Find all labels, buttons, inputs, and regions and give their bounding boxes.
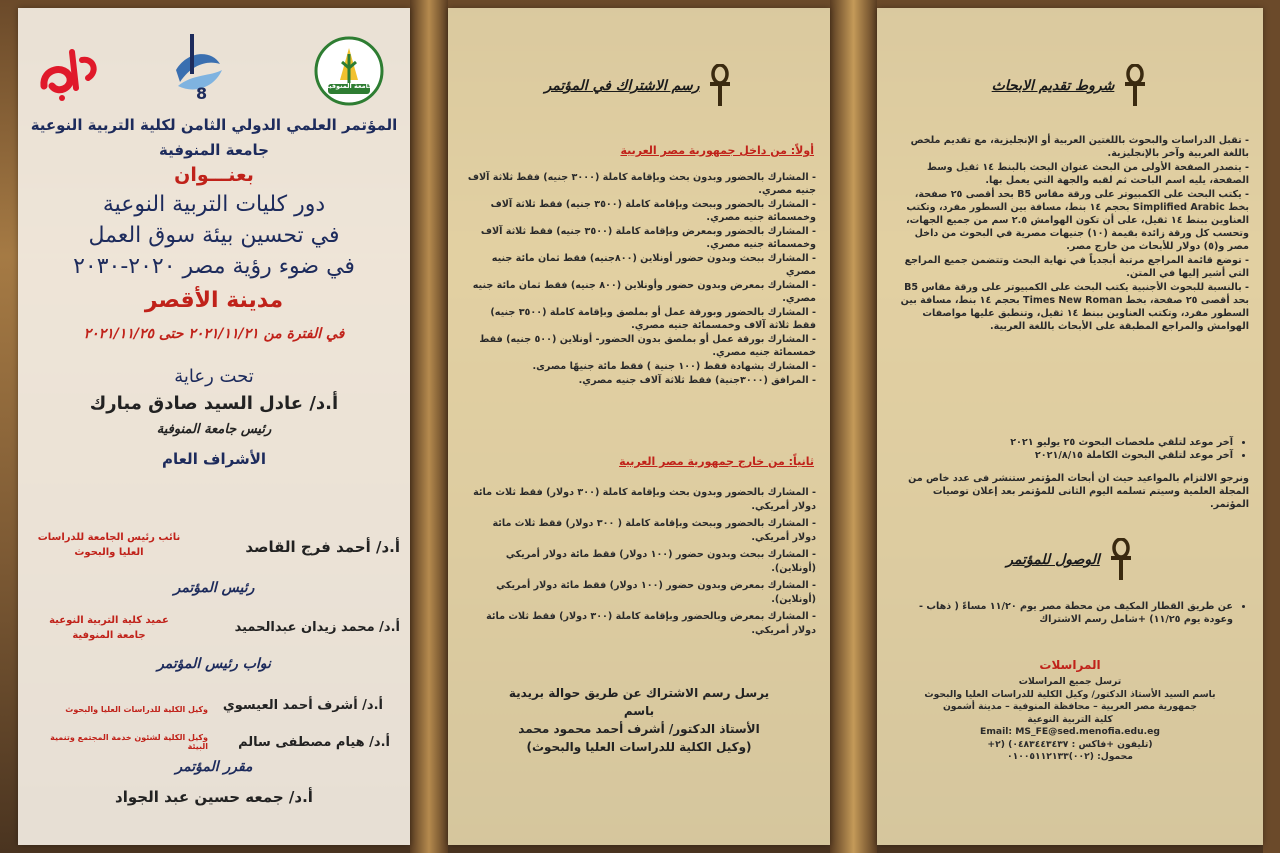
transfer-line: (وكيل الكلية للدراسات العليا والبحوث): [526, 740, 752, 754]
condition-item: - يكتب البحث على الكمبيوتر على ورقة مقاس B5 بحد أقصى ٢٥ صفحة، بخط Simplified Arabic بحجم ١٤ بنط، مسافة بين السطور مفرد، وتكتب العناوين ببنط ١٤ ثقيل، على أن تكون الهوامش ٢.٥ سم من جميع الجهات، وتحسب كل ورقة زائدة بقيمة (١٠) جنيهات مصرية في البحوث من داخل مصر و(٥) دولار للأبحاث من خارج مصر.: [906, 189, 1249, 252]
fee-item: - المشارك بالحضور وببحث وبإقامة كاملة (٣٥٠٠ جنيه) فقط ثلاثة آلاف وخمسمائة جنيه مصري.: [490, 199, 816, 223]
president-label: رئيس المؤتمر: [173, 580, 255, 596]
deadline-item: • آخر موعد لتلقي البحوث الكاملة ٢٠٢١/٨/١٥: [893, 449, 1233, 462]
ankh-icon: [707, 64, 733, 108]
university-name: جامعة المنوفية: [159, 141, 269, 159]
fee-item: - المشارك بورقة عمل أو بملصق بدون الحضور- أونلاين (٥٠٠ جنيه) فقط خمسمائة جنيه مصري.: [479, 334, 816, 358]
conditions-heading: شروط تقديم الابحاث: [991, 78, 1115, 94]
fee-item: - المشارك بشهادة فقط (١٠٠ جنية ) فقط مائة جنيهًا مصرى.: [532, 361, 816, 372]
phone-fax: (تليفون +فاكس : ٠٤٨٣٤٤٣٤٣٧) (٢+: [987, 738, 1153, 750]
fee-item: - المشارك بالحضور وبورقة عمل أو بملصق وبإقامة كاملة (٣٥٠٠ جنيه) فقط ثلاثة آلاف وخمسمائة جنيه مصري.: [490, 307, 816, 331]
supervision-label: الأشراف العام: [161, 450, 267, 468]
theme-line-1: دور كليات التربية النوعية: [102, 192, 326, 217]
fee-item: - المشارك ببحث وبدون حضور أونلاين (٨٠٠جنيه) فقط ثمان مائة جنيه مصري: [491, 253, 816, 277]
fee-item: - المشارك ببحث وبدون حضور (١٠٠ دولار) فقط مائة دولار أمريكي (أونلاين).: [505, 549, 816, 574]
inside-egypt-title: أولاً: من داخل جمهورية مصر العربية: [620, 144, 814, 157]
fee-item: - المشارك بالحضور وبدون بحث وبإقامة كاملة (٣٠٠ دولار) فقط ثلاث مائة دولار أمريكي.: [473, 487, 816, 512]
fees-panel: [448, 8, 830, 845]
patronage-label: تحت رعاية: [174, 366, 254, 387]
fee-item: - المشارك بمعرض وبالحضور وبإقامة كاملة (٣٠٠ دولار) فقط ثلاث مائة دولار أمريكي.: [486, 611, 816, 636]
rapporteur-name: أ.د/ جمعه حسين عبد الجواد: [115, 788, 313, 806]
correspondence-details: [887, 676, 1253, 764]
transfer-instructions: [458, 684, 820, 756]
email-address: Email: MS_FE@sed.menofia.edu.eg: [980, 726, 1160, 737]
fee-item: - المشارك بمعرض وبدون حضور (١٠٠ دولار) فقط مائة دولار أمريكي (أونلاين).: [496, 580, 816, 605]
president-name: أ.د/ محمد زيدان عبدالحميد: [234, 620, 400, 635]
fee-item: - المشارك بالحضور وببحث وبإقامة كاملة ( ٣٠٠ دولار) فقط ثلاث مائة دولار أمريكي.: [492, 518, 816, 543]
president-role: عميد كلية التربية النوعية جامعة المنوفية: [49, 615, 169, 641]
entitled-label: بعنـــوان: [174, 164, 254, 186]
ankh-icon: [1108, 538, 1134, 582]
conference-title: المؤتمر العلمي الدولي الثامن لكلية التربية النوعية: [30, 116, 398, 134]
patron-name: أ.د/ عادل السيد صادق مبارك: [89, 393, 339, 414]
vice-president-1-role: وكيل الكلية للدراسات العليا والبحوث: [65, 705, 208, 714]
commitment-note: ونرجو الالتزام بالمواعيد حيث ان أبحاث المؤتمر ستنشر فى عدد خاص من المجلة العلمية وسيتم تسلمه اليوم الثانى للمؤتمر بعد إعلان توصيات المؤتمر.: [908, 473, 1249, 510]
mobile-number: محمول: (٠٠٢)٠١٠٠٥١١٢١٣٣: [1007, 751, 1133, 762]
arrival-info: [893, 600, 1249, 626]
outside-egypt-fees-list: [466, 486, 816, 639]
correspondence-heading: المراسلات: [1039, 658, 1101, 672]
logo-caption: جامعة المنوفية: [325, 82, 373, 90]
background-pillar: [830, 0, 877, 853]
ankh-icon: [1122, 64, 1148, 108]
submission-conditions-list: [893, 134, 1249, 334]
inside-egypt-fees-list: [466, 171, 816, 388]
vice-presidents-label: نواب رئيس المؤتمر: [157, 656, 271, 672]
arrival-heading-row: [877, 538, 1263, 582]
fees-heading: رسم الاشتراك في المؤتمر: [544, 78, 700, 94]
condition-item: - بالنسبة للبحوث الأجنبية يكتب البحث على الكمبيوتر على ورقة مقاس B5 بحد أقصى ٢٥ صفحة، بخط Times New Roman بحجم ١٤ بنط، مسافة بين السطور مفرد، وتكتب العناوين ببنط ١٤ ثقيل، وتنطبق عليها مواصفات الهوامش والمراجع المطبقة على الأبحاث باللغة العربية.: [900, 282, 1249, 332]
rapporteur-label: مقرر المؤتمر: [175, 759, 253, 775]
transfer-line: باسم: [623, 704, 655, 718]
conditions-panel: [877, 8, 1263, 845]
theme-line-3: في ضوء رؤية مصر ٢٠٢٠-٢٠٣٠: [73, 254, 355, 279]
correspondence-line: جمهورية مصر العربية – محافظة المنوفية – مدينة أشمون: [942, 701, 1198, 712]
vice-president-1-name: أ.د/ أشرف أحمد العيسوي: [222, 698, 383, 713]
deadline-item: • آخر موعد لتلقي ملخصات البحوث ٢٥ يوليو ٢٠٢١: [893, 436, 1233, 449]
brochure-cover-panel: [18, 8, 410, 845]
background-pillar: [1263, 0, 1280, 853]
eight-numeral: 8: [196, 84, 208, 103]
fees-heading-row: [448, 64, 830, 108]
correspondence-line: ترسل جميع المراسلات: [1018, 676, 1122, 687]
vice-president-2-name: أ.د/ هيام مصطفى سالم: [238, 735, 390, 750]
vice-president-2-role: وكيل الكلية لشئون خدمة المجتمع وتنمية البيئة: [50, 733, 208, 751]
correspondence-line: كلية التربية النوعية: [1027, 713, 1113, 725]
fee-item: - المشارك بمعرض وبدون حضور وأونلاين (٨٠٠ جنيه) فقط ثمان مائة جنيه مصري.: [472, 280, 816, 304]
supervisor-role: نائب رئيس الجامعة للدراسات العليا والبحوث: [37, 532, 181, 558]
condition-item: - تقبل الدراسات والبحوث باللغتين العربية أو الإنجليزية، مع تقديم ملخص باللغة العربية وآخر بالإنجليزية.: [910, 135, 1249, 159]
correspondence-line: باسم السيد الأستاذ الدكتور/ وكيل الكلية للدراسات العليا والبحوث: [924, 688, 1216, 700]
transfer-line: الأستاذ الدكتور/ أشرف أحمد محمود محمد: [518, 722, 760, 736]
faculty-calligraphy-logo: [36, 42, 102, 106]
conditions-heading-row: [877, 64, 1263, 108]
arrival-heading: الوصول للمؤتمر: [1006, 552, 1100, 568]
supervisor-name: أ.د/ أحمد فرج القاصد: [245, 538, 400, 556]
fee-item: - المرافق (٣٠٠٠جنية) فقط ثلاثة آلاف جنيه مصري.: [578, 375, 816, 386]
deadlines-list: [893, 436, 1249, 462]
arrival-text: • عن طريق القطار المكيف من محطة مصر يوم ١١/٢٠ مساءً ( ذهاب - وعودة يوم ١١/٢٥) +شامل رسم الاشتراك: [893, 600, 1233, 626]
fee-item: - المشارك بالحضور وبدون بحث وبإقامة كاملة (٣٠٠٠ جنيه) فقط ثلاثة آلاف جنيه مصري.: [467, 172, 816, 196]
eighth-conference-logo: [168, 30, 228, 110]
theme-line-2: في تحسين بيئة سوق العمل: [88, 223, 340, 248]
condition-item: - توضع قائمة المراجع مرتبة أبجدياً في نهاية البحث وتتضمن جميع المراجع التي أشير إليها في المتن.: [904, 255, 1249, 279]
patron-title: رئيس جامعة المنوفية: [156, 422, 272, 437]
conference-period: في الفترة من ٢٠٢١/١١/٢١ حتى ٢٠٢١/١١/٢٥: [83, 326, 345, 342]
outside-egypt-title: ثانياً: من خارج جمهورية مصر العربية: [619, 455, 814, 468]
menofia-university-logo: [314, 36, 384, 106]
condition-item: - يتصدر الصفحة الأولى من البحث عنوان البحث بالبنط ١٤ ثقيل وسط الصفحة، يليه اسم الباحث ثم لقبه والجهة التي يعمل بها.: [926, 162, 1249, 186]
background-pillar: [410, 0, 448, 853]
city-name: مدينة الأقصر: [144, 288, 284, 313]
transfer-line: يرسل رسم الاشتراك عن طريق حوالة بريدية: [508, 686, 770, 700]
fee-item: - المشارك بالحضور وبمعرض وبإقامة كاملة (٣٥٠٠ جنيه) فقط ثلاثة آلاف وخمسمائة جنيه مصري.: [480, 226, 816, 250]
